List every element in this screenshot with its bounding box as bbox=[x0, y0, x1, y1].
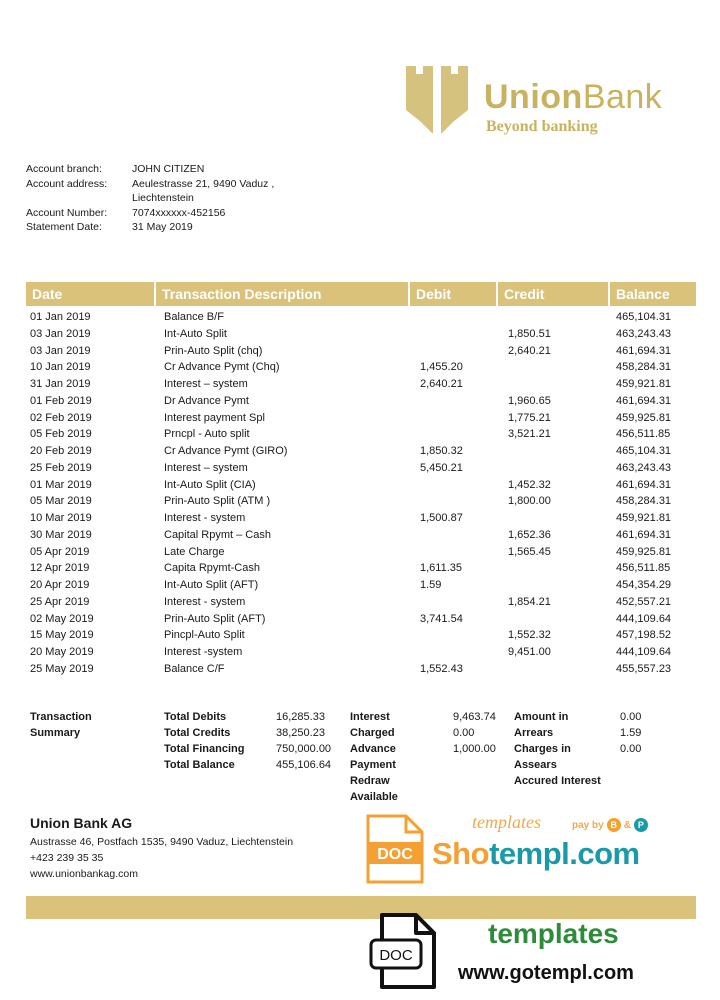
doc-outline-icon bbox=[368, 912, 440, 990]
summary-totals-labels: Total Debits Total Credits Total Financing Total Balance bbox=[164, 711, 245, 771]
table-row bbox=[26, 393, 696, 410]
row-credit bbox=[498, 661, 610, 678]
row-balance: 444,109.64 bbox=[616, 612, 672, 625]
row-date: 01 Mar 2019 bbox=[30, 478, 92, 491]
table-row bbox=[26, 443, 696, 460]
row-date: 20 Apr 2019 bbox=[30, 579, 90, 591]
row-date: 20 May 2019 bbox=[30, 646, 94, 658]
watermark-pay-by: pay by B & P bbox=[572, 818, 648, 832]
row-balance: 461,694.31 bbox=[616, 478, 672, 491]
row-debit: 1,500.87 bbox=[420, 512, 463, 524]
row-date: 05 Apr 2019 bbox=[30, 545, 90, 558]
paypal-icon: P bbox=[634, 818, 648, 832]
row-balance: 444,109.64 bbox=[616, 646, 672, 658]
row-description: Dr Advance Pymt bbox=[164, 394, 249, 407]
table-row bbox=[26, 309, 696, 326]
row-date: 25 May 2019 bbox=[30, 662, 94, 675]
table-row bbox=[26, 577, 696, 594]
row-credit: 1,775.21 bbox=[508, 411, 551, 424]
row-balance: 459,925.81 bbox=[616, 411, 672, 424]
bank-name: Union Bank AG bbox=[30, 815, 133, 831]
table-row bbox=[26, 611, 696, 628]
bank-address: Austrasse 46, Postfach 1535, 9490 Vaduz, Liechtenstein bbox=[30, 836, 294, 848]
table-row bbox=[26, 560, 696, 577]
row-description: Interest -system bbox=[164, 646, 243, 658]
row-description: Late Charge bbox=[164, 545, 225, 558]
row-description: Balance B/F bbox=[164, 311, 224, 323]
row-date: 02 May 2019 bbox=[30, 612, 94, 625]
account-info-row: Liechtenstein bbox=[132, 192, 194, 204]
table-row bbox=[26, 493, 696, 510]
row-credit bbox=[498, 560, 610, 577]
summary-arrears-values: 0.00 1.59 0.00 bbox=[620, 711, 642, 755]
row-debit: 1,455.20 bbox=[420, 361, 463, 374]
table-row bbox=[26, 426, 696, 443]
row-credit bbox=[498, 577, 610, 594]
bank-website: www.unionbankag.com bbox=[30, 868, 138, 880]
row-description: Cr Advance Pymt (Chq) bbox=[164, 361, 280, 374]
row-date: 31 Jan 2019 bbox=[30, 378, 91, 390]
row-debit bbox=[410, 527, 498, 544]
row-debit: 1.59 bbox=[420, 579, 442, 591]
row-balance: 458,284.31 bbox=[616, 361, 672, 374]
row-debit bbox=[410, 594, 498, 611]
row-description: Interest – system bbox=[164, 378, 248, 390]
header-date: Date bbox=[26, 282, 156, 306]
row-balance: 459,921.81 bbox=[616, 512, 672, 524]
row-balance: 458,284.31 bbox=[616, 495, 672, 508]
row-description: Interest - system bbox=[164, 512, 246, 524]
row-date: 25 Apr 2019 bbox=[30, 595, 90, 608]
row-credit: 3,521.21 bbox=[508, 428, 551, 441]
row-balance: 456,511.85 bbox=[616, 428, 671, 441]
row-credit: 1,800.00 bbox=[508, 495, 551, 508]
row-description: Prncpl - Auto split bbox=[164, 428, 250, 441]
row-date: 20 Feb 2019 bbox=[30, 445, 92, 457]
svg-text:DOC: DOC bbox=[379, 947, 413, 964]
row-balance: 461,694.31 bbox=[616, 528, 672, 541]
row-debit bbox=[410, 426, 498, 443]
row-debit: 5,450.21 bbox=[420, 461, 463, 474]
row-credit bbox=[498, 460, 610, 477]
row-credit: 1,854.21 bbox=[508, 595, 551, 608]
row-credit: 9,451.00 bbox=[508, 646, 551, 658]
row-description: Int-Auto Split bbox=[164, 327, 227, 340]
row-debit: 3,741.54 bbox=[420, 612, 463, 625]
table-row bbox=[26, 477, 696, 494]
header-description: Transaction Description bbox=[156, 282, 410, 306]
row-balance: 463,243.43 bbox=[616, 327, 672, 340]
account-info-row: Statement Date: 31 May 2019 bbox=[26, 221, 193, 233]
table-row bbox=[26, 410, 696, 427]
svg-text:DOC: DOC bbox=[377, 846, 413, 863]
table-row bbox=[26, 343, 696, 360]
row-balance: 463,243.43 bbox=[616, 461, 672, 474]
row-balance: 465,104.31 bbox=[616, 445, 672, 457]
bank-phone: +423 239 35 35 bbox=[30, 852, 104, 864]
row-credit: 1,565.45 bbox=[508, 545, 551, 558]
table-row bbox=[26, 460, 696, 477]
row-date: 15 May 2019 bbox=[30, 629, 94, 642]
row-debit: 2,640.21 bbox=[420, 378, 463, 390]
row-credit: 1,850.51 bbox=[508, 327, 551, 340]
summary-arrears-labels: Amount in Arrears Charges in Assears Accured Interest bbox=[514, 711, 601, 787]
summary-totals-values: 16,285.33 38,250.23 750,000.00 455,106.64 bbox=[276, 711, 332, 771]
row-date: 01 Feb 2019 bbox=[30, 394, 92, 407]
row-description: Capital Rpymt – Cash bbox=[164, 528, 271, 541]
row-description: Capita Rpymt-Cash bbox=[164, 562, 260, 575]
watermark-templates-text: templates bbox=[472, 812, 541, 832]
brand-tagline: Beyond banking bbox=[486, 118, 598, 135]
doc-file-icon bbox=[366, 814, 424, 884]
row-description: Balance C/F bbox=[164, 662, 225, 675]
row-debit: 1,611.35 bbox=[420, 562, 463, 575]
row-description: Prin-Auto Split (AFT) bbox=[164, 612, 266, 625]
row-date: 05 Mar 2019 bbox=[30, 495, 92, 508]
account-info-row: Account branch: JOHN CITIZEN bbox=[26, 163, 205, 175]
row-description: Cr Advance Pymt (GIRO) bbox=[164, 445, 288, 457]
table-row bbox=[26, 594, 696, 611]
row-credit: 1,960.65 bbox=[508, 394, 551, 407]
row-description: Int-Auto Split (AFT) bbox=[164, 579, 259, 591]
transactions-table bbox=[26, 309, 696, 678]
row-description: Interest - system bbox=[164, 595, 246, 608]
row-credit bbox=[498, 443, 610, 460]
row-debit bbox=[410, 627, 498, 644]
row-debit bbox=[410, 309, 498, 326]
row-balance: 459,925.81 bbox=[616, 545, 672, 558]
row-date: 10 Jan 2019 bbox=[30, 361, 91, 374]
row-credit: 1,552.32 bbox=[508, 629, 551, 642]
row-date: 25 Feb 2019 bbox=[30, 461, 92, 474]
row-date: 05 Feb 2019 bbox=[30, 428, 92, 441]
row-date: 12 Apr 2019 bbox=[30, 562, 90, 575]
table-row bbox=[26, 510, 696, 527]
row-date: 01 Jan 2019 bbox=[30, 311, 91, 323]
row-description: Prin-Auto Split (ATM ) bbox=[164, 495, 271, 508]
row-credit: 2,640.21 bbox=[508, 344, 551, 357]
watermark-shotempl-name: Shotempl.com bbox=[432, 836, 640, 871]
row-balance: 461,694.31 bbox=[616, 344, 672, 357]
row-balance: 465,104.31 bbox=[616, 311, 672, 323]
row-debit bbox=[410, 544, 498, 561]
row-date: 02 Feb 2019 bbox=[30, 411, 92, 424]
row-debit bbox=[410, 410, 498, 427]
row-debit bbox=[410, 493, 498, 510]
account-info-row: Account Number: 7074xxxxxx-452156 bbox=[26, 206, 226, 219]
union-bank-emblem-icon bbox=[402, 64, 472, 144]
row-date: 10 Mar 2019 bbox=[30, 512, 92, 524]
table-row bbox=[26, 627, 696, 644]
row-debit bbox=[410, 644, 498, 661]
row-date: 30 Mar 2019 bbox=[30, 528, 92, 541]
row-balance: 456,511.85 bbox=[616, 562, 671, 575]
summary-charges-values: 9,463.74 0.00 1,000.00 bbox=[453, 711, 496, 755]
bitcoin-icon: B bbox=[607, 818, 621, 832]
row-description: Interest – system bbox=[164, 461, 248, 474]
row-description: Int-Auto Split (CIA) bbox=[164, 478, 256, 491]
row-credit bbox=[498, 510, 610, 527]
row-balance: 457,198.52 bbox=[616, 629, 672, 642]
row-date: 03 Jan 2019 bbox=[30, 327, 91, 340]
row-debit bbox=[410, 326, 498, 343]
row-balance: 461,694.31 bbox=[616, 394, 672, 407]
account-info-row: Account address: Aeulestrasse 21, 9490 Vaduz , bbox=[26, 177, 275, 190]
table-row bbox=[26, 527, 696, 544]
summary-title: Transaction Summary bbox=[30, 711, 92, 739]
header-debit: Debit bbox=[410, 282, 498, 306]
footer-bar bbox=[26, 896, 696, 919]
row-balance: 452,557.21 bbox=[616, 595, 672, 608]
row-debit bbox=[410, 393, 498, 410]
row-credit bbox=[498, 376, 610, 393]
summary-charges-labels: Interest Charged Advance Payment Redraw Available bbox=[350, 711, 398, 803]
row-debit bbox=[410, 343, 498, 360]
row-credit bbox=[498, 309, 610, 326]
row-date: 03 Jan 2019 bbox=[30, 344, 91, 357]
table-row bbox=[26, 359, 696, 376]
bank-logo bbox=[402, 64, 702, 144]
row-description: Pincpl-Auto Split bbox=[164, 629, 245, 642]
table-row bbox=[26, 661, 696, 678]
bank-footer bbox=[30, 814, 293, 882]
table-row bbox=[26, 644, 696, 661]
header-balance: Balance bbox=[616, 286, 670, 302]
shotempl-watermark bbox=[366, 812, 676, 888]
row-description: Interest payment Spl bbox=[164, 411, 265, 424]
table-row bbox=[26, 544, 696, 561]
row-credit: 1,652.36 bbox=[508, 528, 551, 541]
row-debit: 1,850.32 bbox=[420, 445, 463, 457]
row-debit bbox=[410, 477, 498, 494]
header-credit: Credit bbox=[498, 282, 610, 306]
brand-name: UnionBank bbox=[484, 78, 663, 116]
transactions-header bbox=[26, 282, 696, 306]
row-balance: 455,557.23 bbox=[616, 662, 672, 675]
row-credit: 1,452.32 bbox=[508, 478, 551, 491]
row-credit bbox=[498, 359, 610, 376]
row-balance: 454,354.29 bbox=[616, 579, 672, 591]
row-balance: 459,921.81 bbox=[616, 378, 672, 390]
row-description: Prin-Auto Split (chq) bbox=[164, 344, 263, 357]
account-info bbox=[26, 162, 302, 235]
gotempl-title: templates bbox=[488, 918, 619, 949]
row-debit: 1,552.43 bbox=[420, 662, 463, 675]
row-credit bbox=[498, 611, 610, 628]
table-row bbox=[26, 376, 696, 393]
gotempl-url: www.gotempl.com bbox=[458, 962, 634, 984]
table-row bbox=[26, 326, 696, 343]
